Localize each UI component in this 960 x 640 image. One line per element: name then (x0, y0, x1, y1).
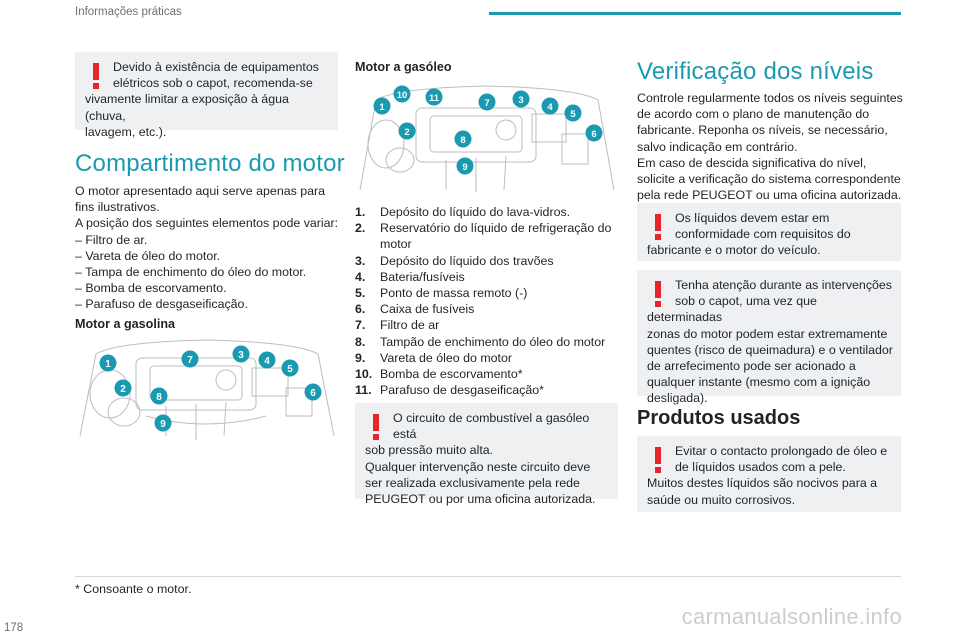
warning-text: conformidade com requisitos do (675, 227, 851, 242)
text-line: solicite a verificação do sistema correspondente (637, 172, 901, 187)
callout-label: 5 (570, 109, 576, 120)
text-line: – Bomba de escorvamento. (75, 281, 227, 296)
text-line: Controle regularmente todos os níveis seguintes (637, 91, 903, 105)
warning-text: sob o capot, uma vez que determinadas (647, 294, 817, 325)
warning-text: PEUGEOT ou por uma oficina autorizada. (365, 492, 596, 507)
section-title: Informações práticas (75, 6, 182, 18)
diesel-engine-illustration (356, 80, 618, 196)
callout-label: 6 (310, 388, 316, 399)
warning-products-box (637, 436, 901, 512)
component-list (355, 204, 620, 398)
warning-text: sob pressão muito alta. (365, 443, 494, 458)
warning-text: de líquidos usados com a pele. (675, 460, 846, 475)
warning-exclamation-icon (365, 412, 387, 442)
callout-label: 1 (105, 359, 111, 370)
callout-label: 7 (484, 98, 490, 109)
text-line: salvo indicação em contrário. (637, 139, 798, 154)
callout-label: 7 (187, 355, 193, 366)
text-line: – Tampa de enchimento do óleo do motor. (75, 265, 307, 280)
footer-divider (75, 576, 901, 577)
watermark: carmanualsonline.info (681, 604, 902, 629)
callout-label: 3 (518, 95, 524, 106)
text-line: pela rede PEUGEOT ou uma oficina autorizada. (637, 188, 902, 203)
text-line: de acordo com o plano de manutenção do (637, 107, 870, 122)
warning-text: ser realizada exclusivamente pela rede (365, 475, 580, 490)
list-item: 6. Caixa de fusíveis (355, 302, 475, 317)
callout-label: 11 (428, 93, 440, 104)
list-item: 10. Bomba de escorvamento* (355, 367, 523, 382)
petrol-engine-illustration (76, 336, 338, 448)
engine-intro-text (75, 183, 345, 313)
diesel-engine-label: Motor a gasóleo (355, 60, 452, 74)
warning-text: Tenha atenção durante as intervenções (675, 278, 892, 292)
callout-label: 4 (547, 102, 553, 113)
text-line: O motor apresentado aqui serve apenas para (75, 184, 326, 198)
warning-text: fabricante e o motor do veículo. (647, 243, 821, 258)
warning-hot-engine-box (637, 270, 901, 406)
list-item: 4. Bateria/fusíveis (355, 269, 465, 284)
list-item: 2. Reservatório do líquido de refrigeração do motor (355, 221, 612, 252)
text-line: – Vareta de óleo do motor. (75, 248, 221, 263)
list-item: 1. Depósito do líquido do lava-vidros. (355, 205, 571, 219)
warning-text: qualquer instante (mesmo com a ignição (647, 375, 871, 390)
list-item: 8. Tampão de enchimento do óleo do motor (355, 334, 606, 349)
callout-label: 10 (396, 90, 408, 101)
text-line: fins ilustrativos. (75, 200, 160, 215)
footnote: * Consoante o motor. (75, 582, 192, 596)
text-line: – Filtro de ar. (75, 232, 148, 247)
warning-text: O circuito de combustível a gasóleo está (393, 411, 590, 442)
callout-label: 2 (404, 127, 410, 138)
warning-liquids-box (637, 203, 901, 261)
warning-text: lavagem, etc.). (85, 124, 167, 139)
warning-exclamation-icon (647, 212, 669, 242)
callout-label: 9 (462, 162, 468, 173)
warning-diesel-box (355, 403, 618, 507)
callout-label: 6 (591, 129, 597, 140)
list-item: 9. Vareta de óleo do motor (355, 350, 513, 365)
warning-text: Evitar o contacto prolongado de óleo e (675, 444, 888, 458)
warning-exclamation-icon (647, 279, 669, 309)
text-line: fabricante. Reponha os níveis, se necessário, (637, 123, 888, 138)
level-check-text (637, 90, 907, 203)
callout-label: 1 (379, 102, 385, 113)
petrol-engine-label: Motor a gasolina (75, 317, 176, 331)
warning-exclamation-icon (85, 61, 107, 91)
warning-text: vivamente limitar a exposição à água (chuva, (85, 92, 289, 123)
heading-level-check: Verificação dos níveis (637, 58, 874, 85)
callout-label: 2 (120, 384, 126, 395)
heading-engine-compartment: Compartimento do motor (75, 150, 345, 177)
warning-text: de arrefecimento pode ser acionado a (647, 359, 856, 374)
callout-label: 3 (238, 350, 244, 361)
page-number: 178 (4, 622, 24, 634)
callout-label: 9 (160, 419, 166, 430)
warning-water-box (75, 52, 338, 139)
text-line: – Parafuso de desgaseificação. (75, 297, 248, 312)
text-line: Em caso de descida significativa do nível, (637, 155, 867, 170)
warning-text: saúde ou muito corrosivos. (647, 492, 796, 507)
warning-text: Os líquidos devem estar em (675, 211, 830, 225)
warning-text: quentes (risco de queimadura) e o ventilador (647, 342, 893, 357)
heading-used-products: Produtos usados (637, 407, 801, 429)
warning-text: Qualquer intervenção neste circuito deve (365, 459, 591, 474)
list-item: 5. Ponto de massa remoto (-) (355, 286, 528, 301)
callout-label: 5 (287, 364, 293, 375)
callout-label: 8 (156, 392, 162, 403)
warning-text: Muitos destes líquidos são nocivos para a (647, 476, 878, 491)
callout-label: 4 (264, 356, 270, 367)
list-item: 3. Depósito do líquido dos travões (355, 253, 554, 268)
warning-text: elétricos sob o capot, recomenda-se (113, 76, 313, 91)
header-accent-bar (489, 12, 901, 15)
list-item: 7. Filtro de ar (355, 318, 440, 333)
text-line: A posição dos seguintes elementos pode variar: (75, 216, 339, 231)
warning-text: Devido à existência de equipamentos (113, 60, 319, 74)
warning-text: desligada). (647, 391, 708, 406)
warning-exclamation-icon (647, 445, 669, 475)
warning-text: zonas do motor podem estar extremamente (647, 326, 888, 341)
list-item: 11. Parafuso de desgaseificação* (355, 383, 544, 398)
callout-label: 8 (460, 135, 466, 146)
